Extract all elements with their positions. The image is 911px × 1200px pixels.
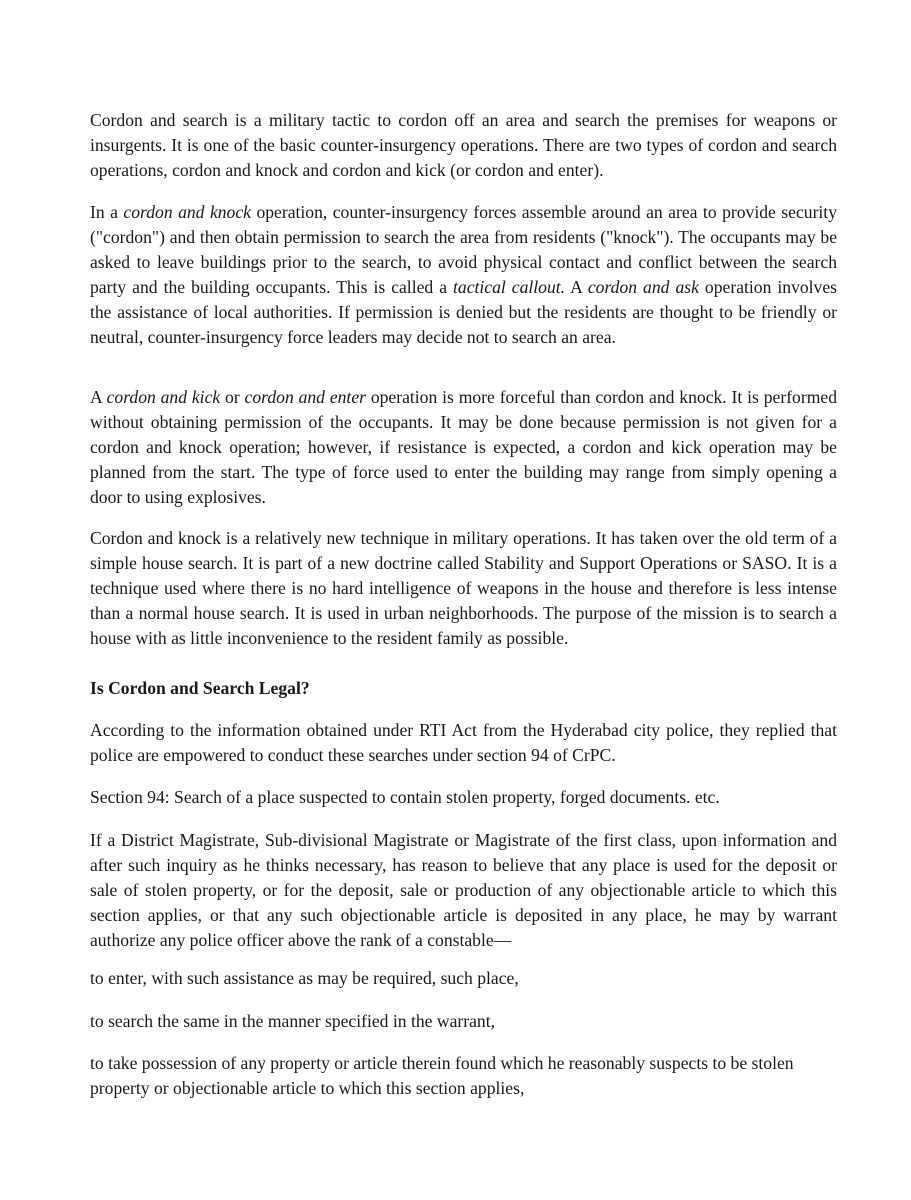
text-run: Section 94: Search of a place suspected to contain stolen property, forged documents. etc.: [90, 787, 720, 807]
text-run: Cordon and knock is a relatively new technique in military operations. It has taken over the old term of a simple house search. It is part of a new doctrine called Stability and Support Operations or SASO. It is a technique used where there is no hard intelligence of weapons in the house and therefore is less intense than a normal house search. It is used in urban neighborhoods. The purpose of the mission is to search a house with as little inconvenience to the resident family as possible.: [90, 528, 837, 648]
text-run: to search the same in the manner specified in the warrant,: [90, 1011, 495, 1031]
paragraph-rti: [90, 718, 837, 768]
clause-search: [90, 1009, 837, 1034]
text-run: operation, counter-insurgency forces assemble around an area to provide security ("cordon") and then obtain permission to search the area from residents ("knock"). The occupants may be asked to leave buildings prior to the search, to avoid physical contact and conflict between the search party and the building occupants. This is called a: [90, 202, 837, 297]
italic-term: cordon and knock: [123, 202, 251, 222]
text-run: or: [220, 387, 245, 407]
text-run: operation involves the assistance of local authorities. If permission is denied but the residents are thought to be friendly or neutral, counter-insurgency force leaders may decide not to search an area.: [90, 277, 837, 347]
text-run: A: [90, 387, 107, 407]
text-run: to take possession of any property or article therein found which he reasonably suspects to be stolen property or objectionable article to which this section applies,: [90, 1053, 794, 1098]
italic-term: tactical callout.: [453, 277, 566, 297]
paragraph-intro: [90, 108, 837, 183]
section-heading: Is Cordon and Search Legal?: [90, 678, 310, 698]
italic-term: cordon and ask: [587, 277, 699, 297]
paragraph-cordon-and-kick: [90, 385, 837, 510]
paragraph-magistrate: [90, 828, 837, 953]
text-run: operation is more forceful than cordon and knock. It is performed without obtaining permission of the occupants. It may be done because permission is not given for a cordon and knock operation; however, if resistance is expected, a cordon and kick operation may be planned from the start. The type of force used to enter the building may range from simply opening a door to using explosives.: [90, 387, 838, 507]
clause-enter: [90, 966, 837, 991]
text-run: Cordon and search is a military tactic to cordon off an area and search the premises for weapons or insurgents. It is one of the basic counter-insurgency operations. There are two types of cordon and search operations, cordon and knock and cordon and kick (or cordon and enter).: [90, 110, 837, 180]
text-run: to enter, with such assistance as may be required, such place,: [90, 968, 519, 988]
text-run: A: [565, 277, 588, 297]
text-run: In a: [90, 202, 124, 222]
paragraph-section-94: [90, 785, 837, 810]
paragraph-cordon-and-knock: [90, 200, 837, 350]
clause-take-possession: [90, 1051, 820, 1101]
italic-term: cordon and enter: [244, 387, 366, 407]
text-run: If a District Magistrate, Sub-divisional Magistrate or Magistrate of the first class, upon information and after such inquiry as he thinks necessary, has reason to believe that any place is used for the deposit or sale of stolen property, or for the deposit, sale or production of any objectionable article to which this section applies, or that any such objectionable article is deposited in any place, he may by warrant authorize any police officer above the rank of a constable—: [90, 830, 837, 950]
text-run: According to the information obtained under RTI Act from the Hyderabad city police, they replied that police are empowered to conduct these searches under section 94 of CrPC.: [90, 720, 837, 765]
paragraph-new-technique: [90, 526, 837, 651]
italic-term: cordon and kick: [106, 387, 221, 407]
